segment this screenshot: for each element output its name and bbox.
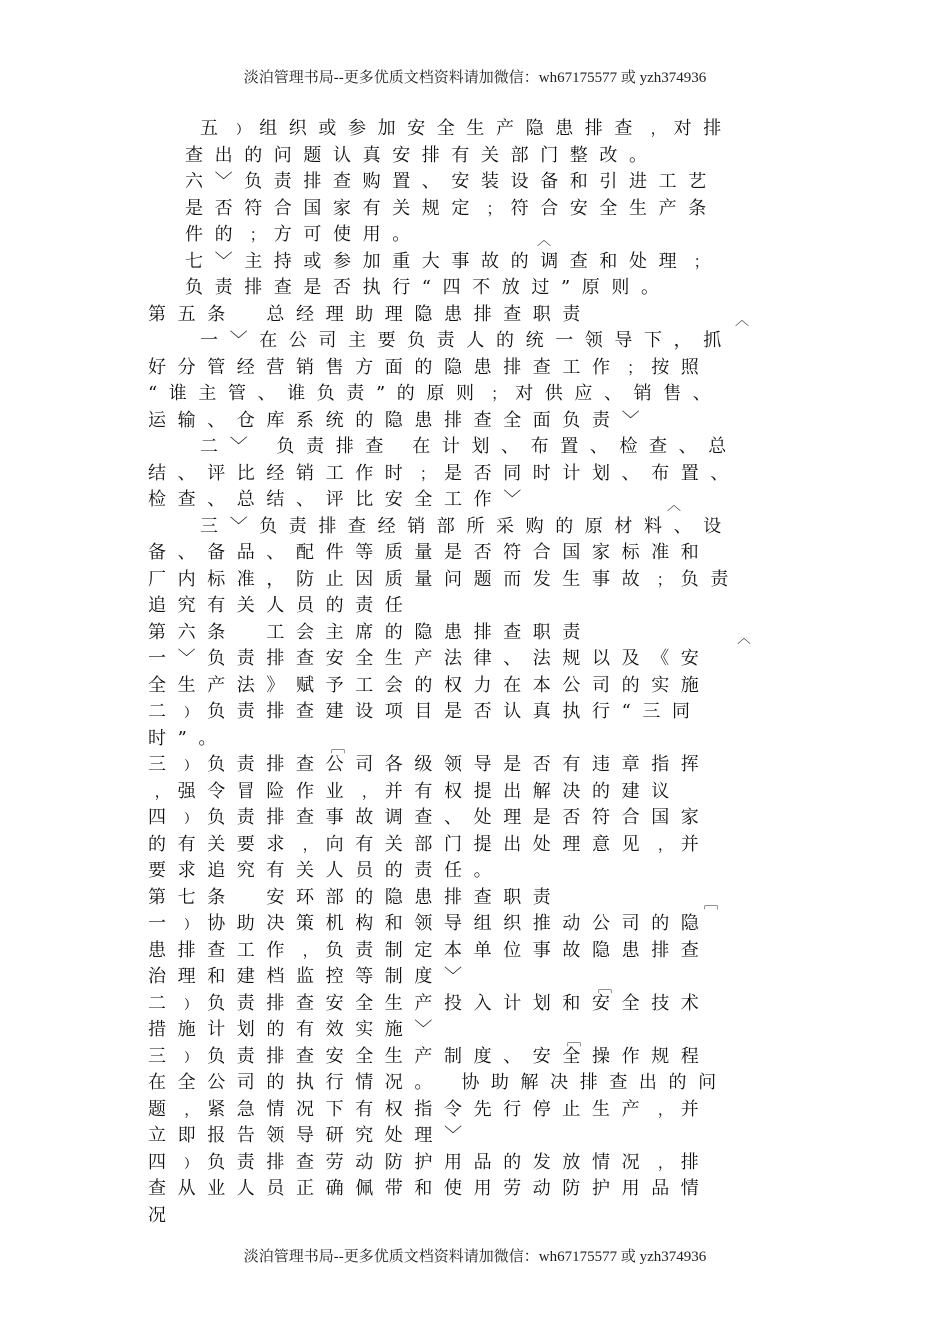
text-line: 况 xyxy=(148,1205,178,1226)
page-footer: 淡泊管理书局--更多优质文档资料请加微信：wh67175577 或 yzh374936 xyxy=(243,1249,707,1265)
text-line: 一﹀在公司主要负责人的统一领导下，抓 xyxy=(200,330,733,351)
text-line: 一﹚协助决策机构和领导组织推动公司的隐 xyxy=(148,913,711,934)
page-header: 淡泊管理书局--更多优质文档资料请加微信：wh67175577 或 yzh374936 xyxy=(243,70,707,86)
text-line: 是否符合国家有关规定﹔符合安全生产条 xyxy=(185,198,718,219)
text-line: 四﹚负责排查事故调查、处理是否符合国家 xyxy=(148,807,711,828)
article-heading: 第六条 工会主席的隐患排查职责 xyxy=(148,622,592,643)
text-line: 查出的问题认真安排有关部门整改。 xyxy=(185,145,659,166)
text-line: 在全公司的执行情况。 协助解决排查出的问 xyxy=(148,1072,728,1093)
text-line: 二﹀ 负责排查 在计划、布置、检查、总 xyxy=(200,436,738,457)
article-heading: 第七条 安环部的隐患排查职责 xyxy=(148,887,563,908)
text-line: 措施计划的有效实施﹀ xyxy=(148,1019,444,1040)
scan-mark: ﹇ xyxy=(567,1033,581,1049)
text-line: 题﹐紧急情况下有权指令先行停止生产﹐并 xyxy=(148,1099,711,1120)
scan-mark: ︿ xyxy=(667,498,681,514)
text-line: 一﹀负责排查安全生产法律、法规以及《安 xyxy=(148,648,711,669)
scan-mark: ﹇ xyxy=(598,980,612,996)
article-heading: 第五条 总经理助理隐患排查职责 xyxy=(148,304,592,325)
text-line: 三﹚负责排查安全生产制度、安全操作规程 xyxy=(148,1046,711,1067)
scan-mark: ﹇ xyxy=(704,896,718,912)
scan-mark: ︿ xyxy=(735,313,749,329)
text-line: “谁主管、谁负责”的原则﹔对供应、销售、 xyxy=(148,383,723,404)
text-line: 要求追究有关人员的责任。 xyxy=(148,860,504,881)
text-line: 四﹚负责排查劳动防护用品的发放情况﹐排 xyxy=(148,1152,711,1173)
text-line: 六﹀负责排查购置、安装设备和引进工艺 xyxy=(185,171,718,192)
text-line: ﹐强令冒险作业﹐并有权提出解决的建议 xyxy=(148,781,681,802)
text-line: 治理和建档监控等制度﹀ xyxy=(148,966,474,987)
text-line: 负责排查是否执行“四不放过”原则。 xyxy=(185,277,671,298)
text-line: 立即报告领导研究处理﹀ xyxy=(148,1125,474,1146)
scan-mark: ︿ xyxy=(737,631,751,647)
text-line: 件的﹔方可使用。 xyxy=(185,224,422,245)
text-line: 二﹚负责排查安全生产投入计划和安全技术 xyxy=(148,993,711,1014)
text-line: 二﹚负责排查建设项目是否认真执行“三同 xyxy=(148,701,702,722)
text-line: 追究有关人员的责任 xyxy=(148,595,415,616)
text-line: 运输、仓库系统的隐患排查全面负责﹀ xyxy=(148,410,652,431)
text-line: 七﹀主持或参加重大事故的调查和处理﹔ xyxy=(185,251,718,272)
text-line: 三﹀负责排查经销部所采购的原材料、设 xyxy=(200,516,733,537)
text-line: 的有关要求﹐向有关部门提出处理意见﹐并 xyxy=(148,834,711,855)
text-line: 结、评比经销工作时﹔是否同时计划、布置、 xyxy=(148,463,740,484)
text-line: 厂内标准，防止因质量问题而发生事故﹔负责 xyxy=(148,569,740,590)
text-line: 查从业人员正确佩带和使用劳动防护用品情 xyxy=(148,1178,711,1199)
text-line: 全生产法》赋予工会的权力在本公司的实施 xyxy=(148,675,711,696)
text-line: 好分管经营销售方面的隐患排查工作﹔按照 xyxy=(148,357,711,378)
text-line: 五﹚组织或参加安全生产隐患排查﹐对排 xyxy=(200,118,733,139)
text-line: 时”。 xyxy=(148,728,229,749)
scan-mark: ﹇ xyxy=(331,740,345,756)
text-line: 备、备品、配件等质量是否符合国家标准和 xyxy=(148,542,711,563)
scan-mark: ︿ xyxy=(537,233,551,249)
text-line: 三﹚负责排查公司各级领导是否有违章指挥 xyxy=(148,754,711,775)
text-line: 检查、总结、评比安全工作﹀ xyxy=(148,489,533,510)
text-line: 患排查工作﹐负责制定本单位事故隐患排查 xyxy=(148,940,711,961)
